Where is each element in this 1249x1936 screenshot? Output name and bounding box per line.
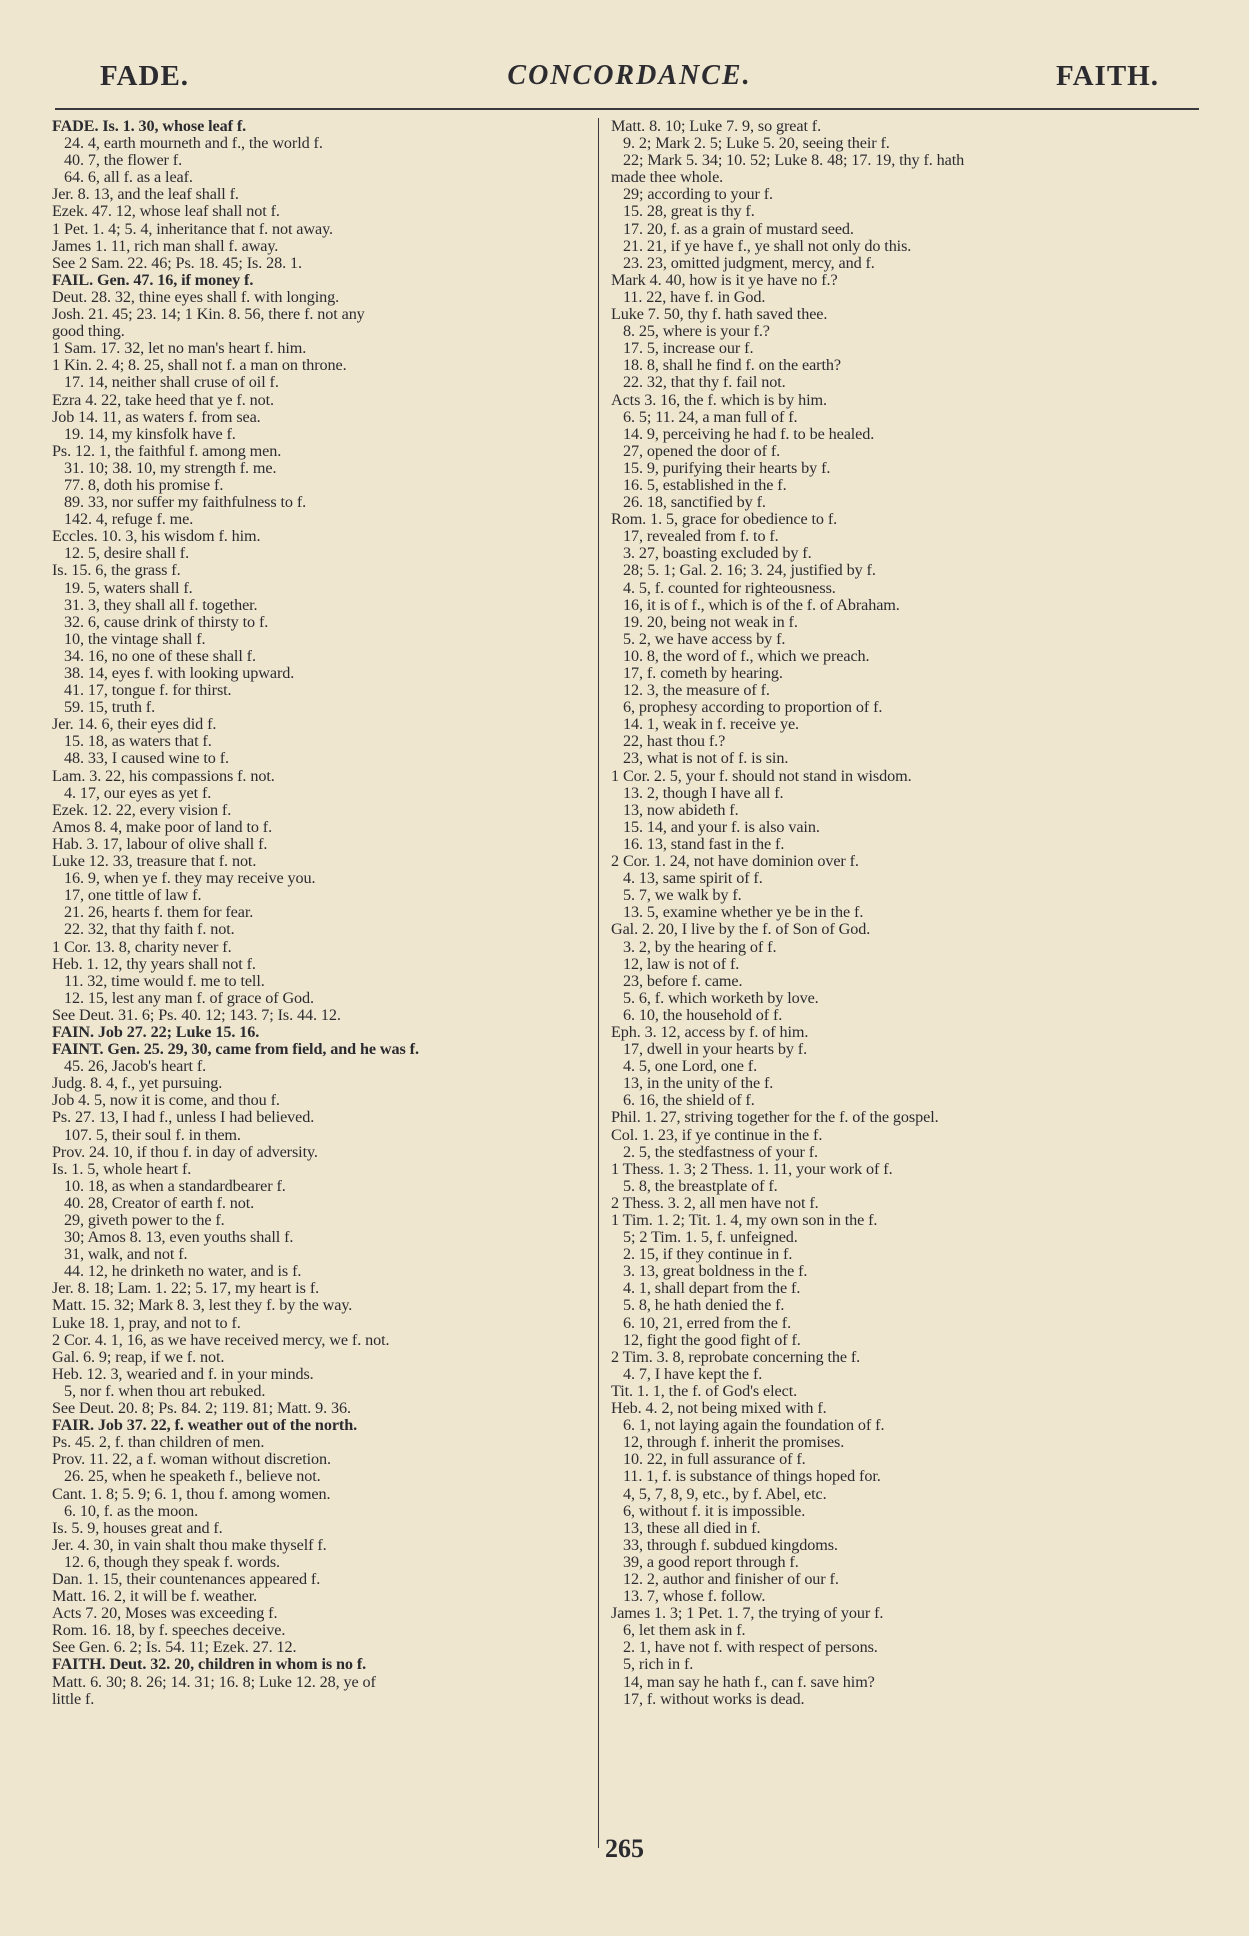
concordance-entry: 40. 28, Creator of earth f. not. xyxy=(64,1194,255,1212)
concordance-entry: Gal. 6. 9; reap, if we f. not. xyxy=(52,1348,225,1366)
concordance-entry: 29, giveth power to the f. xyxy=(64,1212,225,1229)
concordance-entry: 12. 2, author and finisher of our f. xyxy=(623,1570,839,1588)
concordance-entry: 10. 8, the word of f., which we preach. xyxy=(623,647,870,665)
concordance-entry: 3. 27, boasting excluded by f. xyxy=(623,545,812,563)
header-title: CONCORDANCE. xyxy=(507,60,752,91)
concordance-entry: See Deut. 31. 6; Ps. 40. 12; 143. 7; Is. 44. 12. xyxy=(52,1006,341,1024)
concordance-entry: 12, law is not of f. xyxy=(623,955,740,973)
concordance-entry: 14. 1, weak in f. receive ye. xyxy=(623,716,799,734)
concordance-entry: 13, in the unity of the f. xyxy=(623,1075,774,1093)
concordance-entry: Acts 7. 20, Moses was exceeding f. xyxy=(52,1605,278,1623)
concordance-entry: 31. 10; 38. 10, my strength f. me. xyxy=(64,459,277,477)
concordance-entry: Matt. 6. 30; 8. 26; 14. 31; 16. 8; Luke 12. 28, ye of xyxy=(52,1673,376,1691)
concordance-entry: 6. 5; 11. 24, a man full of f. xyxy=(623,408,798,426)
concordance-entry: 40. 7, the flower f. xyxy=(64,152,183,170)
concordance-entry: Cant. 1. 8; 5. 9; 6. 1, thou f. among women. xyxy=(52,1485,331,1503)
concordance-entry: 26. 18, sanctified by f. xyxy=(623,494,766,512)
concordance-entry: 13, now abideth f. xyxy=(623,801,739,819)
concordance-entry: Amos 8. 4, make poor of land to f. xyxy=(52,818,273,836)
concordance-entry: 1 Tim. 1. 2; Tit. 1. 4, my own son in the f. xyxy=(611,1212,878,1229)
concordance-entry: 31. 3, they shall all f. together. xyxy=(64,596,258,614)
concordance-entry: Ezek. 12. 22, every vision f. xyxy=(52,801,232,819)
concordance-entry: 64. 6, all f. as a leaf. xyxy=(64,169,193,187)
concordance-entry: Heb. 1. 12, thy years shall not f. xyxy=(52,955,256,973)
concordance-entry: Heb. 12. 3, wearied and f. in your minds. xyxy=(52,1365,314,1383)
concordance-entry: 28; 5. 1; Gal. 2. 16; 3. 24, justified by f. xyxy=(623,562,876,580)
concordance-entry: 16. 9, when ye f. they may receive you. xyxy=(64,870,316,888)
concordance-entry: 15. 9, purifying their hearts by f. xyxy=(623,459,831,477)
concordance-entry: Dan. 1. 15, their countenances appeared f. xyxy=(52,1570,321,1588)
concordance-entry: 8. 25, where is your f.? xyxy=(623,323,770,341)
concordance-entry: James 1. 11, rich man shall f. away. xyxy=(52,237,279,255)
concordance-entry: 89. 33, nor suffer my faithfulness to f. xyxy=(64,494,307,512)
concordance-entry: 5. 8, the breastplate of f. xyxy=(623,1177,778,1195)
concordance-entry: James 1. 3; 1 Pet. 1. 7, the trying of your f. xyxy=(611,1605,884,1623)
concordance-entry: FAIN. Job 27. 22; Luke 15. 16. xyxy=(52,1023,260,1041)
concordance-entry: 15. 28, great is thy f. xyxy=(623,203,755,221)
concordance-entry: 2. 1, have not f. with respect of persons. xyxy=(623,1639,878,1657)
concordance-entry: 11. 1, f. is substance of things hoped for. xyxy=(623,1468,881,1486)
concordance-entry: Jer. 8. 13, and the leaf shall f. xyxy=(52,186,239,204)
concordance-entry: 4. 7, I have kept the f. xyxy=(623,1365,763,1383)
concordance-entry: 5, nor f. when thou art rebuked. xyxy=(64,1382,266,1400)
concordance-entry: 1 Cor. 2. 5, your f. should not stand in wisdom. xyxy=(611,767,912,785)
concordance-entry: 22, hast thou f.? xyxy=(623,733,726,751)
concordance-entry: Luke 7. 50, thy f. hath saved thee. xyxy=(611,306,828,324)
concordance-entry: 29; according to your f. xyxy=(623,186,773,204)
concordance-entry: 23. 23, omitted judgment, mercy, and f. xyxy=(623,254,875,272)
concordance-entry: 4. 1, shall depart from the f. xyxy=(623,1280,801,1298)
concordance-entry: 17. 20, f. as a grain of mustard seed. xyxy=(623,220,854,238)
concordance-entry: Judg. 8. 4, f., yet pursuing. xyxy=(52,1075,223,1093)
concordance-entry: Rom. 1. 5, grace for obedience to f. xyxy=(611,511,838,529)
header-first-word: FADE. xyxy=(100,60,190,92)
concordance-entry: 22; Mark 5. 34; 10. 52; Luke 8. 48; 17. 19, thy f. hath xyxy=(623,152,965,170)
concordance-entry: made thee whole. xyxy=(611,169,724,187)
column-divider xyxy=(598,118,599,1848)
concordance-entry: 21. 21, if ye have f., ye shall not only do this. xyxy=(623,237,912,255)
concordance-entry: 2 Cor. 1. 24, not have dominion over f. xyxy=(611,853,859,871)
concordance-entry: 12. 3, the measure of f. xyxy=(623,682,770,700)
concordance-entry: 10, the vintage shall f. xyxy=(64,630,206,648)
concordance-entry: Is. 5. 9, houses great and f. xyxy=(52,1519,223,1537)
concordance-entry: good thing. xyxy=(52,323,125,341)
concordance-entry: 17. 5, increase our f. xyxy=(623,340,754,358)
concordance-entry: See Gen. 6. 2; Is. 54. 11; Ezek. 27. 12. xyxy=(52,1639,297,1657)
concordance-entry: Tit. 1. 1, the f. of God's elect. xyxy=(611,1382,798,1400)
concordance-entry: 11. 32, time would f. me to tell. xyxy=(64,972,265,990)
concordance-entry: 48. 33, I caused wine to f. xyxy=(64,750,229,768)
concordance-entry: Ezra 4. 22, take heed that ye f. not. xyxy=(52,391,274,409)
concordance-entry: 6, prophesy according to proportion of f. xyxy=(623,699,883,717)
concordance-entry: 6. 16, the shield of f. xyxy=(623,1092,755,1110)
concordance-entry: Luke 12. 33, treasure that f. not. xyxy=(52,853,257,871)
concordance-entry: Ps. 45. 2, f. than children of men. xyxy=(52,1434,265,1452)
concordance-entry: 5; 2 Tim. 1. 5, f. unfeigned. xyxy=(623,1229,798,1247)
concordance-entry: 77. 8, doth his promise f. xyxy=(64,476,224,494)
concordance-entry: 19. 20, being not weak in f. xyxy=(623,613,798,631)
concordance-entry: 11. 22, have f. in God. xyxy=(623,288,766,306)
concordance-entry: 1 Cor. 13. 8, charity never f. xyxy=(52,938,232,956)
concordance-entry: Rom. 16. 18, by f. speeches deceive. xyxy=(52,1622,286,1640)
concordance-entry: 31, walk, and not f. xyxy=(64,1246,188,1264)
concordance-entry: FAIL. Gen. 47. 16, if money f. xyxy=(52,271,254,289)
concordance-entry: 5. 2, we have access by f. xyxy=(623,630,786,648)
concordance-entry: 21. 26, hearts f. them for fear. xyxy=(64,904,254,922)
concordance-entry: 34. 16, no one of these shall f. xyxy=(64,647,256,665)
concordance-entry: 22. 32, that thy faith f. not. xyxy=(64,921,235,939)
concordance-entry: 12, fight the good fight of f. xyxy=(623,1331,801,1349)
concordance-entry: 10. 22, in full assurance of f. xyxy=(623,1451,806,1469)
concordance-entry: 23, before f. came. xyxy=(623,972,743,990)
concordance-entry: 16. 5, established in the f. xyxy=(623,476,787,494)
concordance-entry: Lam. 3. 22, his compassions f. not. xyxy=(52,767,275,785)
concordance-entry: Jer. 4. 30, in vain shalt thou make thyself f. xyxy=(52,1536,327,1554)
concordance-entry: 2 Tim. 3. 8, reprobate concerning the f. xyxy=(611,1348,861,1366)
concordance-entry: Matt. 16. 2, it will be f. weather. xyxy=(52,1588,258,1606)
concordance-entry: little f. xyxy=(52,1690,95,1708)
concordance-entry: 10. 18, as when a standardbearer f. xyxy=(64,1177,286,1195)
concordance-entry: Matt. 8. 10; Luke 7. 9, so great f. xyxy=(611,118,822,135)
concordance-entry: 17, one tittle of law f. xyxy=(64,887,202,905)
concordance-entry: 17, f. cometh by hearing. xyxy=(623,665,783,682)
concordance-entry: 1 Pet. 1. 4; 5. 4, inheritance that f. not away. xyxy=(52,220,333,238)
concordance-entry: 17, revealed from f. to f. xyxy=(623,528,779,546)
concordance-entry: 6. 10, the household of f. xyxy=(623,1006,783,1024)
concordance-entry: 1 Thess. 1. 3; 2 Thess. 1. 11, your work of f. xyxy=(611,1160,893,1178)
concordance-entry: 44. 12, he drinketh no water, and is f. xyxy=(64,1263,302,1281)
concordance-entry: 2 Cor. 4. 1, 16, as we have received mercy, we f. not. xyxy=(52,1331,390,1349)
concordance-entry: 19. 14, my kinsfolk have f. xyxy=(64,425,236,443)
concordance-entry: 19. 5, waters shall f. xyxy=(64,579,193,597)
concordance-entry: 4. 5, f. counted for righteousness. xyxy=(623,579,836,597)
concordance-entry: Hab. 3. 17, labour of olive shall f. xyxy=(52,835,268,853)
concordance-entry: Josh. 21. 45; 23. 14; 1 Kin. 8. 56, there f. not any xyxy=(52,306,365,324)
concordance-entry: 3. 13, great boldness in the f. xyxy=(623,1263,808,1281)
concordance-entry: Ps. 27. 13, I had f., unless I had believed. xyxy=(52,1109,315,1127)
concordance-entry: Prov. 24. 10, if thou f. in day of adversity. xyxy=(52,1143,318,1161)
concordance-entry: Ezek. 47. 12, whose leaf shall not f. xyxy=(52,203,280,221)
concordance-entry: 1 Kin. 2. 4; 8. 25, shall not f. a man on throne. xyxy=(52,357,347,375)
concordance-entry: 24. 4, earth mourneth and f., the world f. xyxy=(64,135,323,153)
concordance-entry: 5. 8, he hath denied the f. xyxy=(623,1297,785,1315)
concordance-entry: 13. 5, examine whether ye be in the f. xyxy=(623,904,864,922)
concordance-entry: Job 14. 11, as waters f. from sea. xyxy=(52,408,261,426)
concordance-entry: 23, what is not of f. is sin. xyxy=(623,750,789,768)
concordance-entry: 12. 6, though they speak f. words. xyxy=(64,1553,281,1571)
concordance-entry: 16, it is of f., which is of the f. of Abraham. xyxy=(623,596,900,614)
concordance-entry: 1 Sam. 17. 32, let no man's heart f. him. xyxy=(52,340,307,358)
concordance-entry: 38. 14, eyes f. with looking upward. xyxy=(64,665,295,682)
concordance-entry: 2. 15, if they continue in f. xyxy=(623,1246,793,1264)
concordance-entry: 14, man say he hath f., can f. save him? xyxy=(623,1673,875,1691)
concordance-entry: 17, dwell in your hearts by f. xyxy=(623,1041,808,1059)
concordance-entry: FAIR. Job 37. 22, f. weather out of the north. xyxy=(52,1417,358,1435)
concordance-entry: FAINT. Gen. 25. 29, 30, came from field, and he was f. xyxy=(52,1041,419,1059)
concordance-entry: 2. 5, the stedfastness of your f. xyxy=(623,1143,818,1161)
concordance-entry: 107. 5, their soul f. in them. xyxy=(64,1126,241,1144)
concordance-entry: 6. 10, 21, erred from the f. xyxy=(623,1314,792,1332)
concordance-entry: Acts 3. 16, the f. which is by him. xyxy=(611,391,827,409)
concordance-entry: Phil. 1. 27, striving together for the f. of the gospel. xyxy=(611,1109,939,1127)
concordance-entry: Jer. 8. 18; Lam. 1. 22; 5. 17, my heart is f. xyxy=(52,1280,320,1298)
concordance-entry: 142. 4, refuge f. me. xyxy=(64,511,194,529)
concordance-entry: 4. 13, same spirit of f. xyxy=(623,870,763,888)
concordance-entry: 13. 7, whose f. follow. xyxy=(623,1588,766,1606)
concordance-entry: 6. 10, f. as the moon. xyxy=(64,1502,199,1520)
concordance-entry: See Deut. 20. 8; Ps. 84. 2; 119. 81; Matt. 9. 36. xyxy=(52,1400,351,1418)
concordance-entry: Is. 15. 6, the grass f. xyxy=(52,562,181,580)
concordance-entry: 13, these all died in f. xyxy=(623,1519,761,1537)
concordance-entry: Eccles. 10. 3, his wisdom f. him. xyxy=(52,528,261,546)
concordance-entry: 5. 7, we walk by f. xyxy=(623,887,742,905)
concordance-entry: 4. 17, our eyes as yet f. xyxy=(64,784,212,802)
concordance-entry: 15. 18, as waters that f. xyxy=(64,733,212,751)
concordance-entry: 17. 14, neither shall cruse of oil f. xyxy=(64,374,279,392)
concordance-entry: 5, rich in f. xyxy=(623,1656,694,1674)
concordance-entry: 12, through f. inherit the promises. xyxy=(623,1434,845,1452)
concordance-entry: 6, without f. it is impossible. xyxy=(623,1502,806,1520)
concordance-entry: 27, opened the door of f. xyxy=(623,442,781,460)
concordance-entry: 3. 2, by the hearing of f. xyxy=(623,938,777,956)
concordance-entry: 45. 26, Jacob's heart f. xyxy=(64,1058,207,1076)
concordance-entry: 15. 14, and your f. is also vain. xyxy=(623,818,820,836)
concordance-entry: 17, f. without works is dead. xyxy=(623,1690,805,1708)
concordance-entry: 9. 2; Mark 2. 5; Luke 5. 20, seeing their f. xyxy=(623,135,890,153)
left-column xyxy=(52,118,592,1708)
concordance-entry: 6. 1, not laying again the foundation of f. xyxy=(623,1417,885,1435)
concordance-entry: Luke 18. 1, pray, and not to f. xyxy=(52,1314,241,1332)
concordance-entry: Gal. 2. 20, I live by the f. of Son of God. xyxy=(611,921,871,939)
concordance-entry: Is. 1. 5, whole heart f. xyxy=(52,1160,192,1178)
concordance-entry: 59. 15, truth f. xyxy=(64,699,156,717)
concordance-entry: FAITH. Deut. 32. 20, children in whom is no f. xyxy=(52,1656,367,1674)
concordance-entry: 14. 9, perceiving he had f. to be healed. xyxy=(623,425,875,443)
concordance-entry: 18. 8, shall he find f. on the earth? xyxy=(623,357,841,375)
concordance-entry: Jer. 14. 6, their eyes did f. xyxy=(52,716,217,734)
header-rule xyxy=(55,108,1199,110)
concordance-entry: 41. 17, tongue f. for thirst. xyxy=(64,682,232,700)
concordance-entry: 4. 5, one Lord, one f. xyxy=(623,1058,758,1076)
header-last-word: FAITH. xyxy=(1056,60,1159,92)
concordance-entry: See 2 Sam. 22. 46; Ps. 18. 45; Is. 28. 1. xyxy=(52,254,302,272)
concordance-entry: 22. 32, that thy f. fail not. xyxy=(623,374,786,392)
concordance-entry: 30; Amos 8. 13, even youths shall f. xyxy=(64,1229,294,1247)
concordance-entry: 39, a good report through f. xyxy=(623,1553,799,1571)
concordance-entry: 16. 13, stand fast in the f. xyxy=(623,835,785,853)
page-header xyxy=(90,60,1169,110)
concordance-entry: FADE. Is. 1. 30, whose leaf f. xyxy=(52,118,247,135)
concordance-entry: Col. 1. 23, if ye continue in the f. xyxy=(611,1126,823,1144)
concordance-entry: 32. 6, cause drink of thirsty to f. xyxy=(64,613,269,631)
concordance-entry: 12. 15, lest any man f. of grace of God. xyxy=(64,989,314,1007)
concordance-entry: 6, let them ask in f. xyxy=(623,1622,746,1640)
concordance-entry: Heb. 4. 2, not being mixed with f. xyxy=(611,1400,827,1418)
concordance-entry: Mark 4. 40, how is it ye have no f.? xyxy=(611,271,838,289)
concordance-entry: Deut. 28. 32, thine eyes shall f. with longing. xyxy=(52,288,340,306)
concordance-entry: 2 Thess. 3. 2, all men have not f. xyxy=(611,1194,819,1212)
concordance-entry: 33, through f. subdued kingdoms. xyxy=(623,1536,838,1554)
concordance-entry: Ps. 12. 1, the faithful f. among men. xyxy=(52,442,282,460)
concordance-entry: 12. 5, desire shall f. xyxy=(64,545,190,563)
concordance-entry: Job 4. 5, now it is come, and thou f. xyxy=(52,1092,280,1110)
concordance-entry: 5. 6, f. which worketh by love. xyxy=(623,989,819,1007)
right-column xyxy=(611,118,1176,1708)
page-number: 265 xyxy=(605,1834,644,1863)
concordance-entry: 13. 2, though I have all f. xyxy=(623,784,784,802)
concordance-entry: 26. 25, when he speaketh f., believe not. xyxy=(64,1468,321,1486)
concordance-entry: Prov. 11. 22, a f. woman without discretion. xyxy=(52,1451,331,1469)
concordance-entry: Eph. 3. 12, access by f. of him. xyxy=(611,1023,809,1041)
page-footer xyxy=(0,1834,1249,1864)
concordance-entry: 4, 5, 7, 8, 9, etc., by f. Abel, etc. xyxy=(623,1485,827,1503)
concordance-entry: Matt. 15. 32; Mark 8. 3, lest they f. by the way. xyxy=(52,1297,353,1315)
